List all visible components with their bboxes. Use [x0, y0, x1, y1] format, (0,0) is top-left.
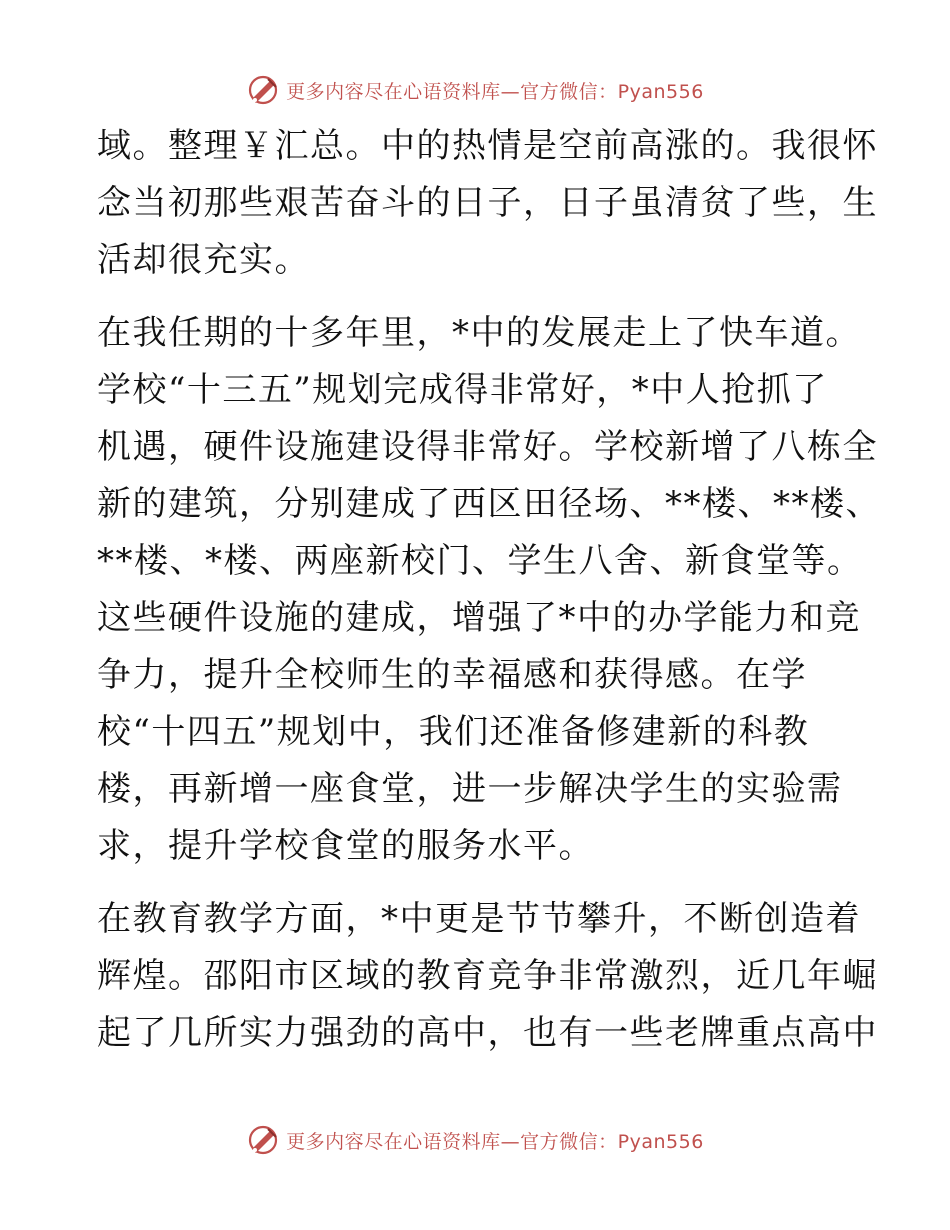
footer-text: 更多内容尽在心语资料库—官方微信：Pyan556: [286, 1130, 704, 1153]
document-body: [97, 118, 881, 1062]
paragraph: [97, 305, 881, 875]
header-text: 更多内容尽在心语资料库—官方微信：Pyan556: [286, 80, 704, 103]
text-line: 在我任期的十多年里，*中的发展走上了快车道。: [97, 313, 861, 353]
header-banner: [0, 70, 950, 110]
paragraph: [97, 118, 878, 289]
text-line: 辉煌。邵阳市区域的教育竞争非常激烈，近几年崛: [97, 956, 878, 996]
text-line: 念当初那些艰苦奋斗的日子，日子虽清贫了些，生: [97, 183, 878, 223]
text-line: 学校“十三五”规划完成得非常好，*中人抢抓了: [97, 370, 828, 410]
pen-logo-icon: [246, 1123, 280, 1157]
text-line: 机遇，硬件设施建设得非常好。学校新增了八栋全: [97, 427, 878, 467]
text-line: 在教育教学方面，*中更是节节攀升，不断创造着: [97, 899, 861, 939]
text-line: 校“十四五”规划中，我们还准备修建新的科教: [97, 712, 810, 752]
text-line: 活却很充实。: [97, 240, 310, 280]
text-line: 新的建筑，分别建成了西区田径场、**楼、**楼、: [97, 484, 881, 524]
pen-logo-icon: [246, 73, 280, 107]
text-line: 这些硬件设施的建成，增强了*中的办学能力和竞: [97, 598, 861, 638]
paragraph: [97, 891, 878, 1062]
text-line: 争力，提升全校师生的幸福感和获得感。在学: [97, 655, 807, 695]
text-line: 求，提升学校食堂的服务水平。: [97, 826, 594, 866]
footer-banner: [0, 1120, 950, 1160]
text-line: **楼、*楼、两座新校门、学生八舍、新食堂等。: [97, 541, 863, 581]
text-line: 域。整理￥汇总。中的热情是空前高涨的。我很怀: [97, 126, 878, 166]
text-line: 楼，再新增一座食堂，进一步解决学生的实验需: [97, 769, 843, 809]
text-line: 起了几所实力强劲的高中，也有一些老牌重点高中: [97, 1013, 878, 1053]
